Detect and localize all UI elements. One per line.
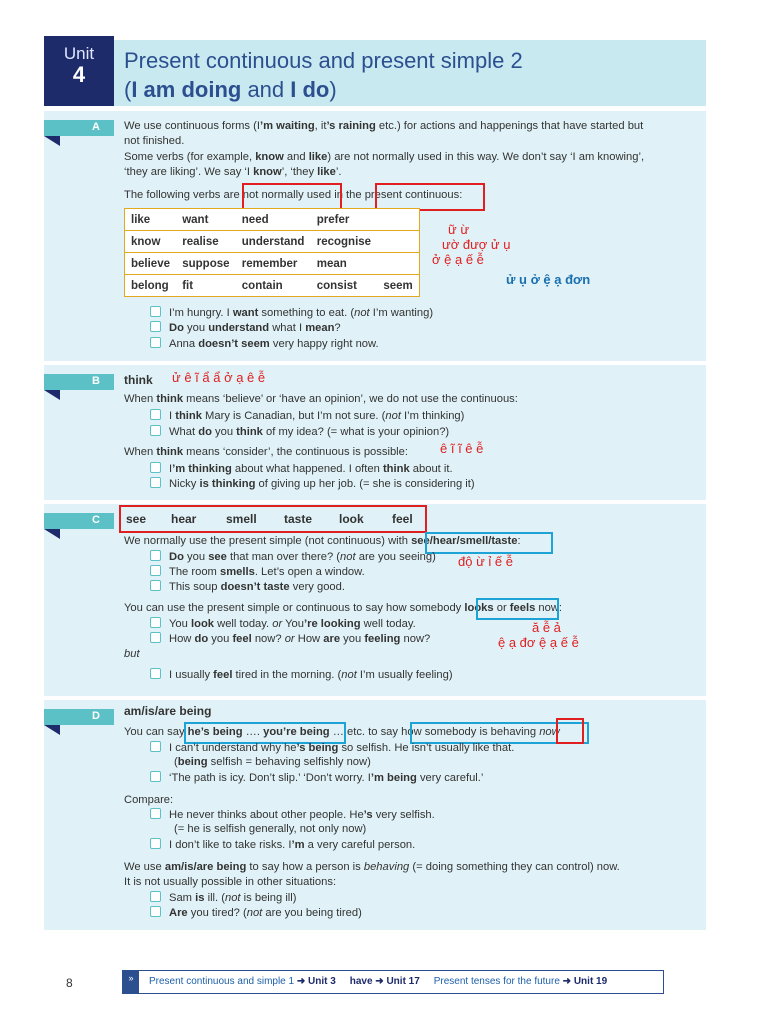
- vn-annotation: độ ừ ỉ ế ễ: [458, 554, 513, 569]
- section-tab: [44, 709, 114, 725]
- d-para2: We use am/is/are being to say how a person is behaving (= doing something they can control) now.: [124, 861, 620, 873]
- ref-label: Present tenses for the future: [433, 976, 563, 987]
- d-para3: It is not usually possible in other situations:: [124, 876, 337, 888]
- b-para1: When think means ‘believe’ or ‘have an opinion’, we do not use the continuous:: [124, 393, 518, 405]
- ref-link-unit-19[interactable]: ➜ Unit 19: [562, 976, 608, 987]
- table-row: believe suppose remember mean: [125, 253, 420, 275]
- list-item: I can’t understand why he’s being so selfish. He isn’t usually like that.: [150, 741, 514, 754]
- cross-reference-bar: [122, 970, 664, 994]
- a-para3: ‘they are liking’. We say ‘I know’, ‘they like’.: [124, 166, 342, 178]
- b-para2: When think means ‘consider’, the continuous is possible:: [124, 446, 408, 458]
- section-corner: [44, 390, 60, 400]
- title-paren: ): [329, 77, 337, 102]
- bullet-icon: [150, 891, 161, 902]
- bullet-icon: [150, 409, 161, 420]
- table-row: belong fit contain consist seem: [125, 275, 420, 297]
- a-para4: The following verbs are not normally used in the present continuous:: [124, 189, 463, 201]
- bullet-icon: [150, 462, 161, 473]
- cross-references: [149, 976, 607, 987]
- list-item: ‘The path is icy. Don’t slip.’ ‘Don’t worry. I’m being very careful.’: [150, 771, 483, 784]
- bullet-icon: [150, 632, 161, 643]
- unit-badge: [44, 36, 114, 106]
- bullet-icon: [150, 565, 161, 576]
- list-item: I think Mary is Canadian, but I’m not sure. (not I’m thinking): [150, 409, 464, 422]
- vn-annotation: ệ ạ đơ ệ ạ ế ễ: [498, 635, 579, 650]
- ref-label: have: [349, 976, 376, 987]
- ref-label: Present continuous and simple 1: [149, 976, 297, 987]
- ref-link-unit-3[interactable]: ➜ Unit 3: [296, 976, 336, 987]
- section-corner: [44, 529, 60, 539]
- vn-annotation: ườ đượ ử ụ: [442, 237, 511, 252]
- d-para1: You can say he’s being …. you’re being … etc. to say how somebody is behaving now: [124, 726, 560, 738]
- bullet-icon: [150, 741, 161, 752]
- a-para2: Some verbs (for example, know and like) are not normally used in this way. We don’t say ‘I am knowing’,: [124, 151, 645, 163]
- d-ex1-note: (being selfish = behaving selfishly now): [174, 756, 371, 768]
- c-para2: You can use the present simple or continuous to say how somebody looks or feels now:: [124, 602, 563, 614]
- b-heading: think: [124, 373, 153, 387]
- list-item: I usually feel tired in the morning. (not I’m usually feeling): [150, 668, 453, 681]
- d-compare: Compare:: [124, 794, 174, 806]
- list-item: Are you tired? (not are you being tired): [150, 906, 362, 919]
- annotation-box-see-hear: [425, 532, 553, 554]
- table-row: like want need prefer: [125, 209, 420, 231]
- bullet-icon: [150, 906, 161, 917]
- vn-annotation: ở ệ ạ ế ễ: [432, 252, 484, 267]
- section-label: C: [92, 514, 100, 526]
- section-tab: [44, 120, 114, 136]
- c-but: but: [124, 648, 140, 660]
- verb-table: [124, 208, 420, 297]
- list-item: The room smells. Let’s open a window.: [150, 565, 365, 578]
- page-title: [114, 40, 706, 106]
- list-item: Nicky is thinking of giving up her job. (= she is considering it): [150, 477, 475, 490]
- vn-annotation: ử ê ĩ ẩ ẩ ở ạ ê ễ: [172, 370, 266, 385]
- vn-annotation: ử ụ ở ệ ạ đơn: [506, 272, 591, 287]
- annotation-box-now: [556, 718, 584, 744]
- list-item: I don’t like to take risks. I’m a very careful person.: [150, 838, 415, 851]
- double-arrow-icon: »: [123, 971, 139, 993]
- bullet-icon: [150, 580, 161, 591]
- title-and: and: [241, 77, 291, 102]
- bullet-icon: [150, 306, 161, 317]
- bullet-icon: [150, 617, 161, 628]
- vn-annotation: ữ ừ: [448, 222, 470, 237]
- section-tab: [44, 374, 114, 390]
- list-item: You look well today. or You’re looking well today.: [150, 617, 416, 630]
- section-corner: [44, 136, 60, 146]
- a-para1-line2: not finished.: [124, 135, 185, 147]
- unit-number: 4: [72, 62, 86, 87]
- bullet-icon: [150, 771, 161, 782]
- list-item: This soup doesn’t taste very good.: [150, 580, 345, 593]
- list-item: Do you understand what I mean?: [150, 321, 341, 334]
- list-item: Do you see that man over there? (not are you seeing): [150, 550, 436, 563]
- section-label: B: [92, 375, 100, 387]
- list-item: I’m thinking about what happened. I often think about it.: [150, 462, 453, 475]
- table-row: know realise understand recognise: [125, 231, 420, 253]
- list-item: He never thinks about other people. He’s very selfish.: [150, 808, 435, 821]
- bullet-icon: [150, 477, 161, 488]
- annotation-box-not-normally-used: [242, 183, 342, 211]
- list-item: How do you feel now? or How are you feeling now?: [150, 632, 430, 645]
- bullet-icon: [150, 337, 161, 348]
- title-bold2: I do: [290, 77, 330, 102]
- section-label: D: [92, 710, 100, 722]
- a-para1: We use continuous forms (I’m waiting, it’s raining etc.) for actions and happenings that have started but: [124, 120, 644, 132]
- d-heading: am/is/are being: [124, 704, 212, 718]
- title-paren: (: [124, 77, 132, 102]
- section-corner: [44, 725, 60, 735]
- list-item: What do you think of my idea? (= what is your opinion?): [150, 425, 449, 438]
- title-bold1: I am doing: [131, 77, 242, 102]
- section-tab: [44, 513, 114, 529]
- list-item: I’m hungry. I want something to eat. (not I’m wanting): [150, 306, 433, 319]
- bullet-icon: [150, 550, 161, 561]
- bullet-icon: [150, 425, 161, 436]
- vn-annotation: ê ĩ ĩ ê ễ: [440, 441, 484, 456]
- annotation-box-present-continuous: [375, 183, 485, 211]
- d-ex3-note: (= he is selfish generally, not only now): [174, 823, 367, 835]
- list-item: Anna doesn’t seem very happy right now.: [150, 337, 379, 350]
- bullet-icon: [150, 321, 161, 332]
- c-para1: We normally use the present simple (not continuous) with see/hear/smell/taste:: [124, 535, 521, 547]
- annotation-box-looks-feels: [476, 598, 559, 620]
- vn-annotation: ă ễ ả: [532, 620, 561, 635]
- unit-label: Unit: [63, 44, 95, 63]
- ref-link-unit-17[interactable]: ➜ Unit 17: [375, 976, 420, 987]
- bullet-icon: [150, 838, 161, 849]
- bullet-icon: [150, 668, 161, 679]
- list-item: Sam is ill. (not is being ill): [150, 891, 297, 904]
- c-verb-list: see hear smell taste look feel: [126, 512, 413, 526]
- title-line2: [124, 77, 337, 103]
- title-line1: Present continuous and present simple 2: [124, 48, 523, 73]
- bullet-icon: [150, 808, 161, 819]
- section-label: A: [92, 121, 100, 133]
- page-number: 8: [66, 976, 73, 990]
